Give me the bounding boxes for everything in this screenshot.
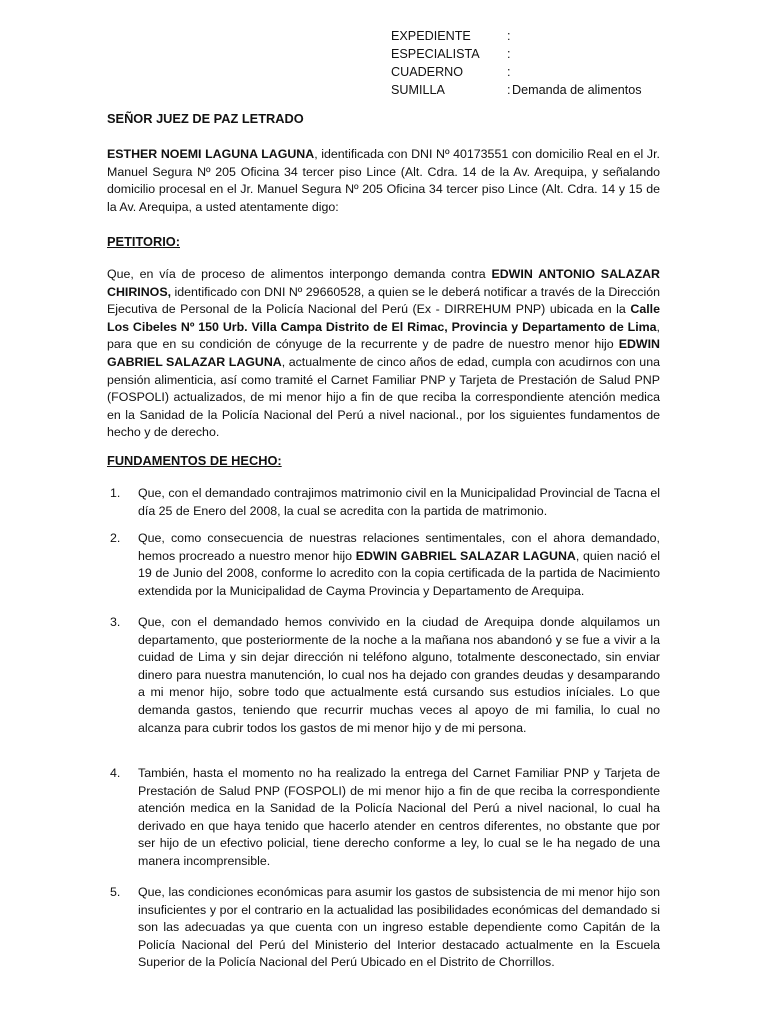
header-row-sumilla [391,81,642,99]
item-number: 5. [110,885,121,899]
header-row-cuaderno [391,63,642,81]
item-text [138,530,660,600]
fundamentos-heading: FUNDAMENTOS DE HECHO: [107,453,282,468]
item-text [138,765,660,871]
petitorio-heading: PETITORIO: [107,234,180,249]
item-number: 2. [110,531,121,545]
item-number: 4. [110,766,121,780]
plaintiff-name: ESTHER NOEMI LAGUNA LAGUNA [107,147,315,161]
intro-text: , identificada con DNI Nº 40173551 con domicilio Real en el Jr. Manuel Segura Nº 205 Oficina 34 tercer piso Lince (Alt. Cdra. 14 de la Av. Arequipa, y señalando domicilio procesal en el Jr. Manuel Segura Nº 205 Oficina 34 tercer piso Lince (Alt. Cdra. 14 y 15 de la Av. Arequipa, a usted atentamente digo: [107,147,660,214]
text-run: Que, con el demandado hemos convivido en la ciudad de Arequipa donde alquilamos un departamento, que posteriormente de la noche a la mañana nos abandonó y se fue a vivir a la cuidad de Lima y sin dejar dirección ni teléfono alguno, totalmente desconectado, sin enviar dinero para nuestra manutención, lo cual nos ha dejado con grandes deudas y desamparando a mi menor hijo, sobre todo que actualmente está cursando sus estudios iníciales. Lo que demanda gastos, teniendo que recurrir muchas veces al apoyo de mi familia, lo cual no alcanza para cubrir todos los gastos de mi menor hijo y de mi persona. [138,615,660,735]
addressee: SEÑOR JUEZ DE PAZ LETRADO [107,111,304,126]
defendant-address: Calle Los Cibeles Nº 150 Urb. Villa Campa Distrito de El Rimac, Provincia y Departamento de Lima [107,302,660,334]
item-text [138,884,660,972]
header-sep: : [507,47,511,61]
text-run: Que, en vía de proceso de alimentos interpongo demanda contra [107,267,492,281]
child-name: EDWIN GABRIEL SALAZAR LAGUNA [107,337,660,369]
item-number: 3. [110,615,121,629]
header-sep: : [507,65,511,79]
text-run: , quien nació el 19 de Junio del 2008, conforme lo acredito con la copia certificada de la partida de Nacimiento extendida por la Municipalidad de Cayma Provincia y Departamento de Arequipa. [138,548,660,598]
list-item [110,884,660,972]
header-row-especialista [391,45,642,63]
header-key: EXPEDIENTE [391,29,471,43]
item-text [138,614,660,737]
list-item [110,614,660,737]
text-run: , actualmente de cinco años de edad, cumpla con acudirnos con una pensión alimenticia, así como tramité el Carnet Familiar PNP y Tarjeta de Prestación de Salud PNP (FOSPOLI) actualizados, de mi menor hijo a fin de que reciba la correspondiente atención medica en la Sanidad de la Policía Nacional del Perú a nivel nacional., por los siguientes fundamentos de hecho y de derecho. [107,354,660,440]
list-item [110,765,660,871]
header-row-expediente [391,27,642,45]
defendant-name: EDWIN ANTONIO SALAZAR CHIRINOS, [107,267,660,299]
intro-paragraph [107,146,660,216]
list-item [110,530,660,600]
text-run: Que, las condiciones económicas para asumir los gastos de subsistencia de mi menor hijo son insuficientes y por el contrario en la actualidad las posibilidades económicas del demandado si son las adecuadas ya que cuenta con un ingreso estable dependiente como Capitán de la Policía Nacional del Perú del Ministerio del Interior destacado actualmente en la Escuela Superior de la Policía Nacional del Perú Ubicado en el Distrito de Chorrillos. [138,885,660,970]
text-run: Que, con el demandado contrajimos matrimonio civil en la Municipalidad Provincial de Tacna el día 25 de Enero del 2008, la cual se acredita con la partida de matrimonio. [138,486,660,518]
header-key: ESPECIALISTA [391,47,480,61]
text-run: , para que en su condición de cónyuge de la recurrente y de padre de nuestro menor hijo [107,319,660,352]
list-item [110,485,660,520]
case-header [391,27,642,99]
header-key: SUMILLA [391,83,445,97]
text-run: También, hasta el momento no ha realizado la entrega del Carnet Familiar PNP y Tarjeta de Prestación de Salud PNP (FOSPOLI) de mi menor hijo a fin de que reciba la correspondiente atención medica en la Sanidad de la Policía Nacional del Perú a nivel nacional, lo cual ha derivado en que haya tenido que hacerlo atender en centros diferentes, no obstante que por ser hijo de un efectivo policial, tiene derecho conforme a ley, lo cual se le ha negado de una manera incomprensible. [138,766,660,868]
item-number: 1. [110,486,121,500]
text-run: identificado con DNI Nº 29660528, a quien se le deberá notificar a través de la Dirección Ejecutiva de Personal de la Policía Nacional del Perú (Ex - DIRREHUM PNP) ubicada en la [107,284,660,317]
header-sep: : [507,83,511,97]
item-text [138,485,660,520]
child-name: EDWIN GABRIEL SALAZAR LAGUNA [355,548,576,563]
petitorio-paragraph [107,266,660,442]
header-sep: : [507,29,511,43]
header-key: CUADERNO [391,65,464,79]
header-value: Demanda de alimentos [512,83,642,97]
text-run: Que, como consecuencia de nuestras relaciones sentimentales, con el ahora demandado, hemos procreado a nuestro menor hijo [138,531,660,563]
